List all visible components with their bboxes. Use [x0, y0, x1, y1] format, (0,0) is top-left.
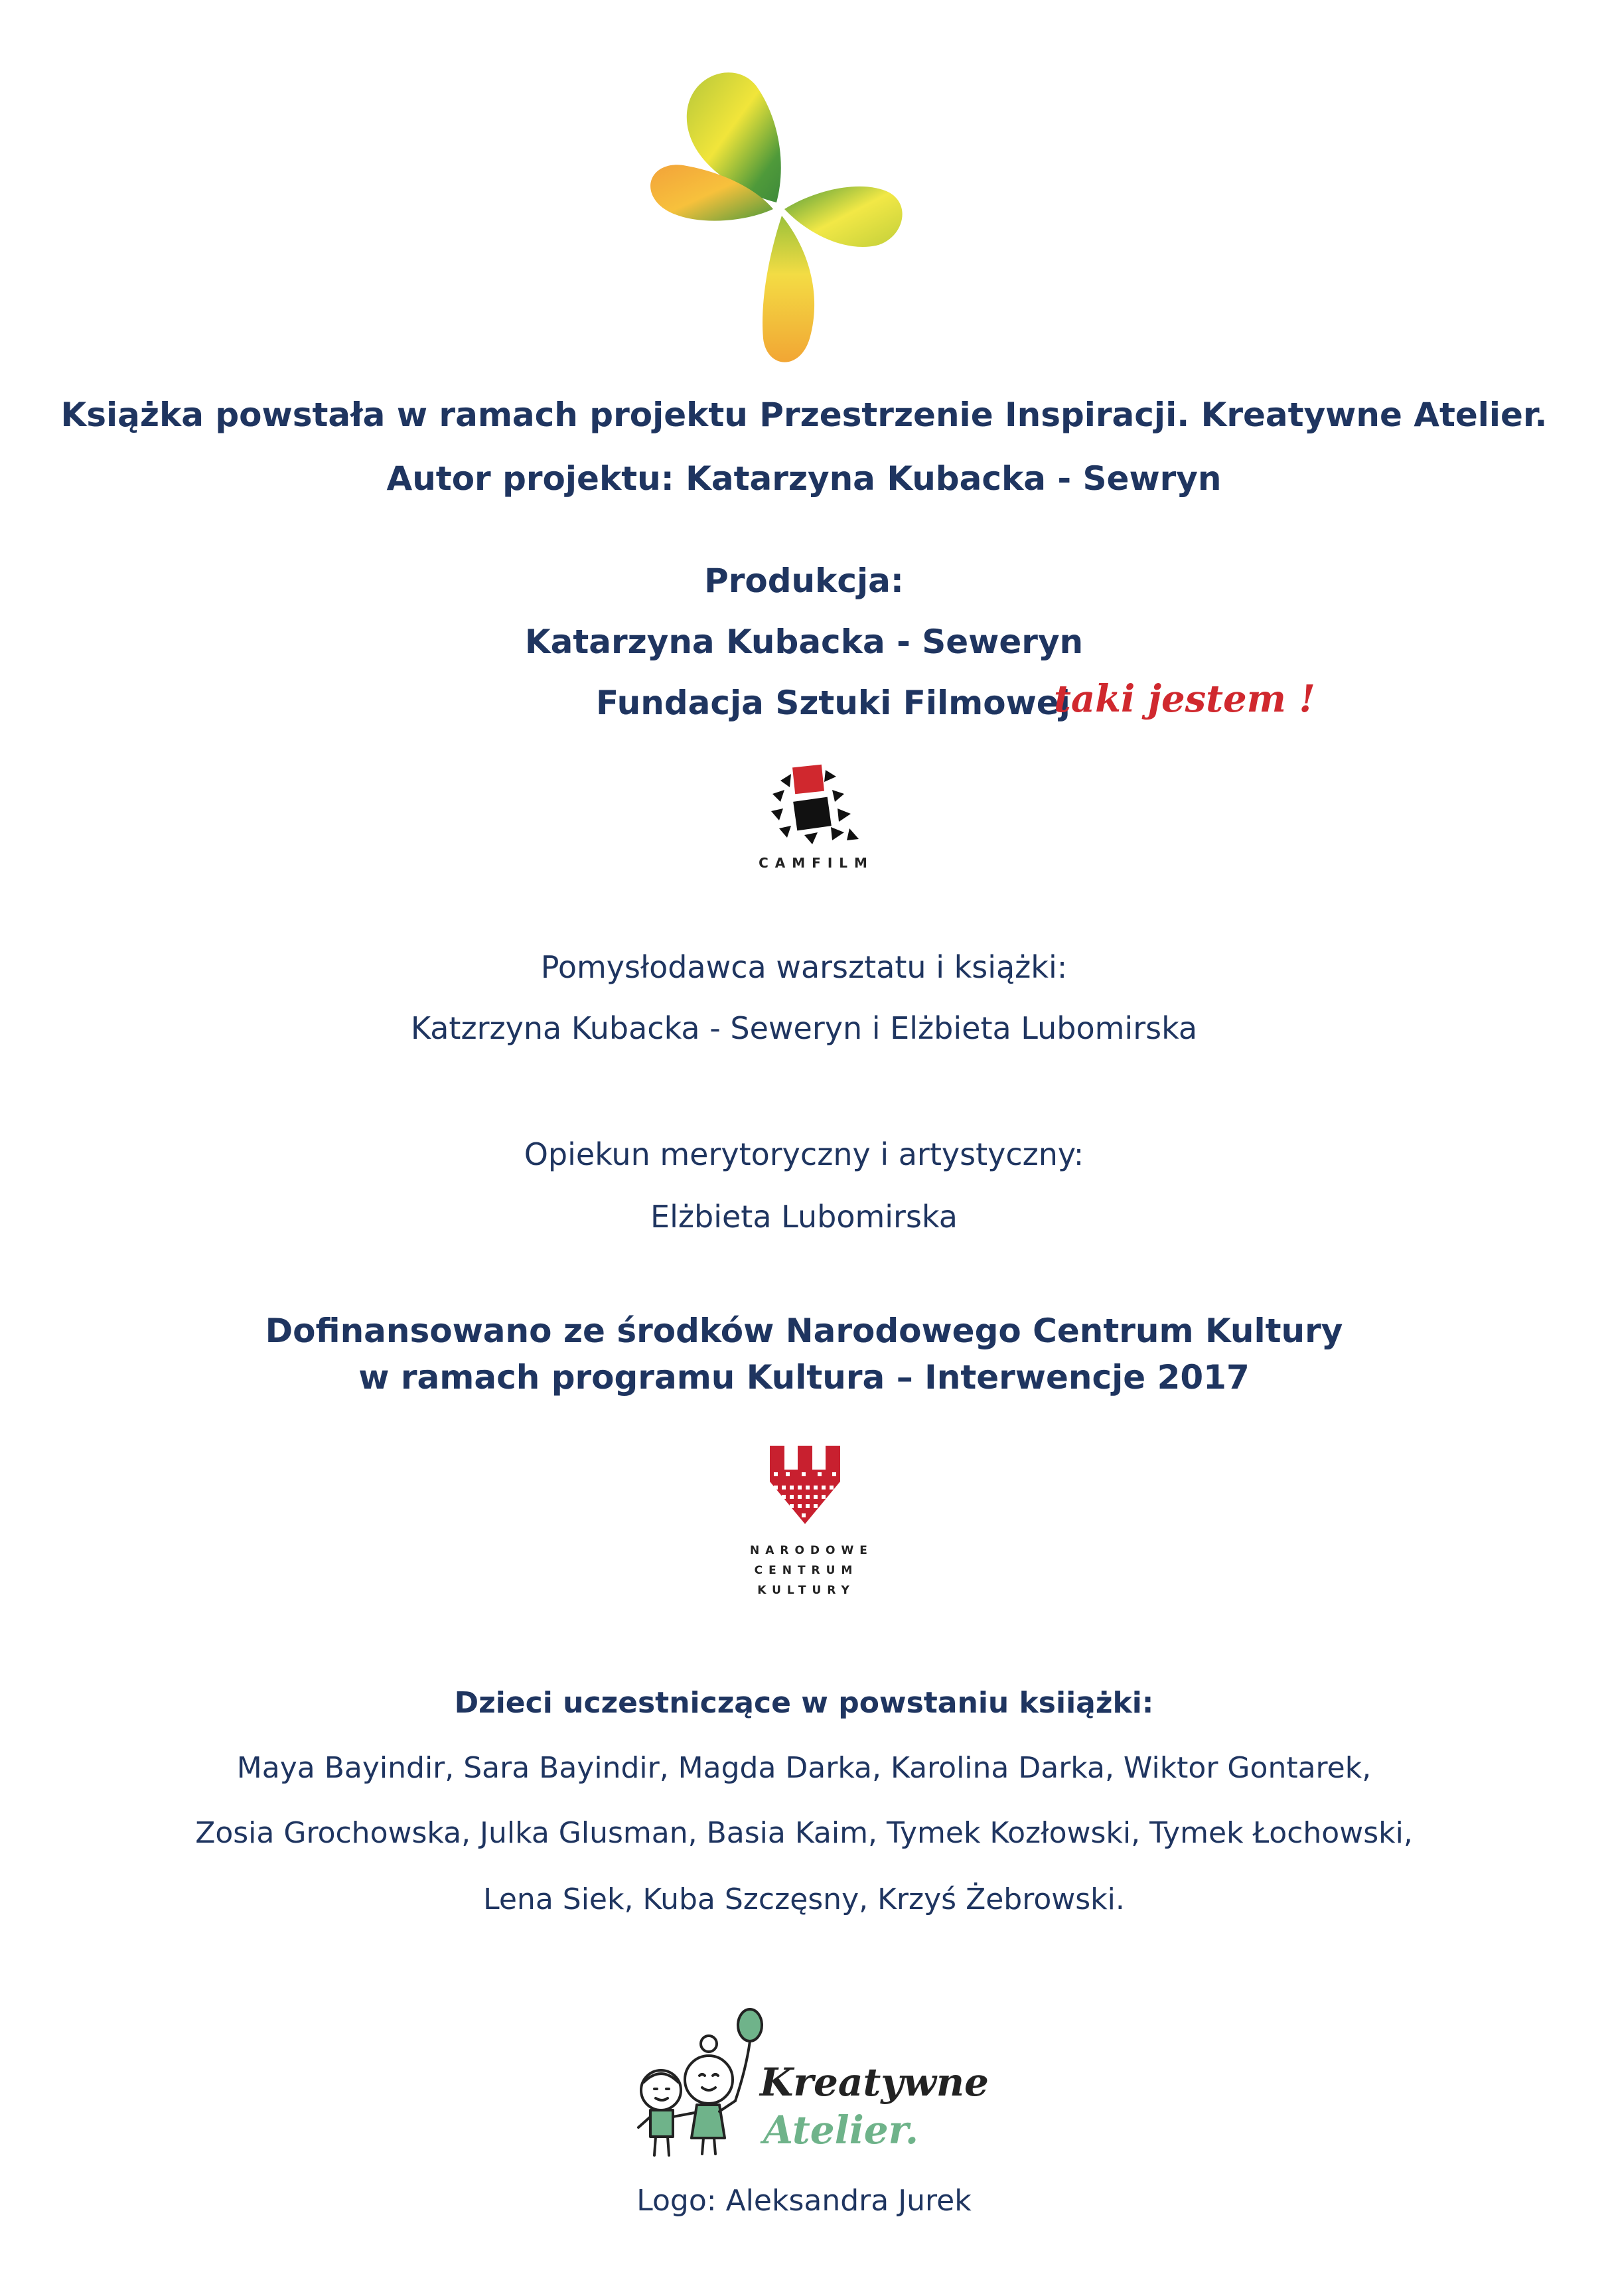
intro-line-1: Książka powstała w ramach projektu Przestrzenie Inspiracji. Kreatywne Atelier.	[60, 396, 1548, 434]
butterfly-logo	[637, 60, 916, 372]
kreatywne-word: Kreatywne	[760, 2060, 989, 2105]
production-person: Katarzyna Kubacka - Seweryn	[524, 623, 1084, 661]
idea-names: Katzrzyna Kubacka - Seweryn i Elżbieta Lubomirska	[410, 1010, 1198, 1046]
funding-line-1: Dofinansowano ze środków Narodowego Centrum Kultury	[265, 1312, 1343, 1350]
production-heading: Produkcja:	[704, 562, 904, 600]
campfilm-text: CAMFILM	[759, 855, 874, 871]
nck-logo	[750, 1446, 873, 1612]
nck-text-2: CENTRUM	[754, 1564, 859, 1577]
children-line-1: Maya Bayindir, Sara Bayindir, Magda Darka, Karolina Darka, Wiktor Gontarek,	[236, 1751, 1372, 1785]
intro-line-2: Autor projektu: Katarzyna Kubacka - Sewryn	[386, 459, 1222, 498]
supervisor-name: Elżbieta Lubomirska	[650, 1199, 958, 1235]
logo-credit: Logo: Aleksandra Jurek	[636, 2184, 972, 2218]
idea-heading: Pomysłodawca warsztatu i książki:	[540, 949, 1068, 985]
taki-jestem-logo: taki jestem !	[1054, 677, 1315, 721]
kreatywne-atelier-logo	[630, 2001, 989, 2161]
children-line-2: Zosia Grochowska, Julka Glusman, Basia Kaim, Tymek Kozłowski, Tymek Łochowski,	[195, 1816, 1413, 1850]
nck-text-1: NARODOWE	[750, 1544, 873, 1557]
campfilm-logo	[743, 762, 889, 878]
nck-text-3: KULTURY	[757, 1584, 855, 1597]
children-heading: Dzieci uczestniczące w powstaniu ksiiążki:	[454, 1686, 1154, 1720]
production-foundation: Fundacja Sztuki Filmowej	[596, 684, 1070, 722]
funding-line-2: w ramach programu Kultura – Interwencje 2017	[358, 1358, 1250, 1397]
children-line-3: Lena Siek, Kuba Szczęsny, Krzyś Żebrowski.	[483, 1882, 1125, 1916]
supervisor-heading: Opiekun merytoryczny i artystyczny:	[524, 1136, 1084, 1172]
nck-crown-icon	[768, 1446, 841, 1524]
atelier-word: Atelier.	[763, 2107, 919, 2153]
campfilm-mark-icon	[753, 762, 885, 852]
